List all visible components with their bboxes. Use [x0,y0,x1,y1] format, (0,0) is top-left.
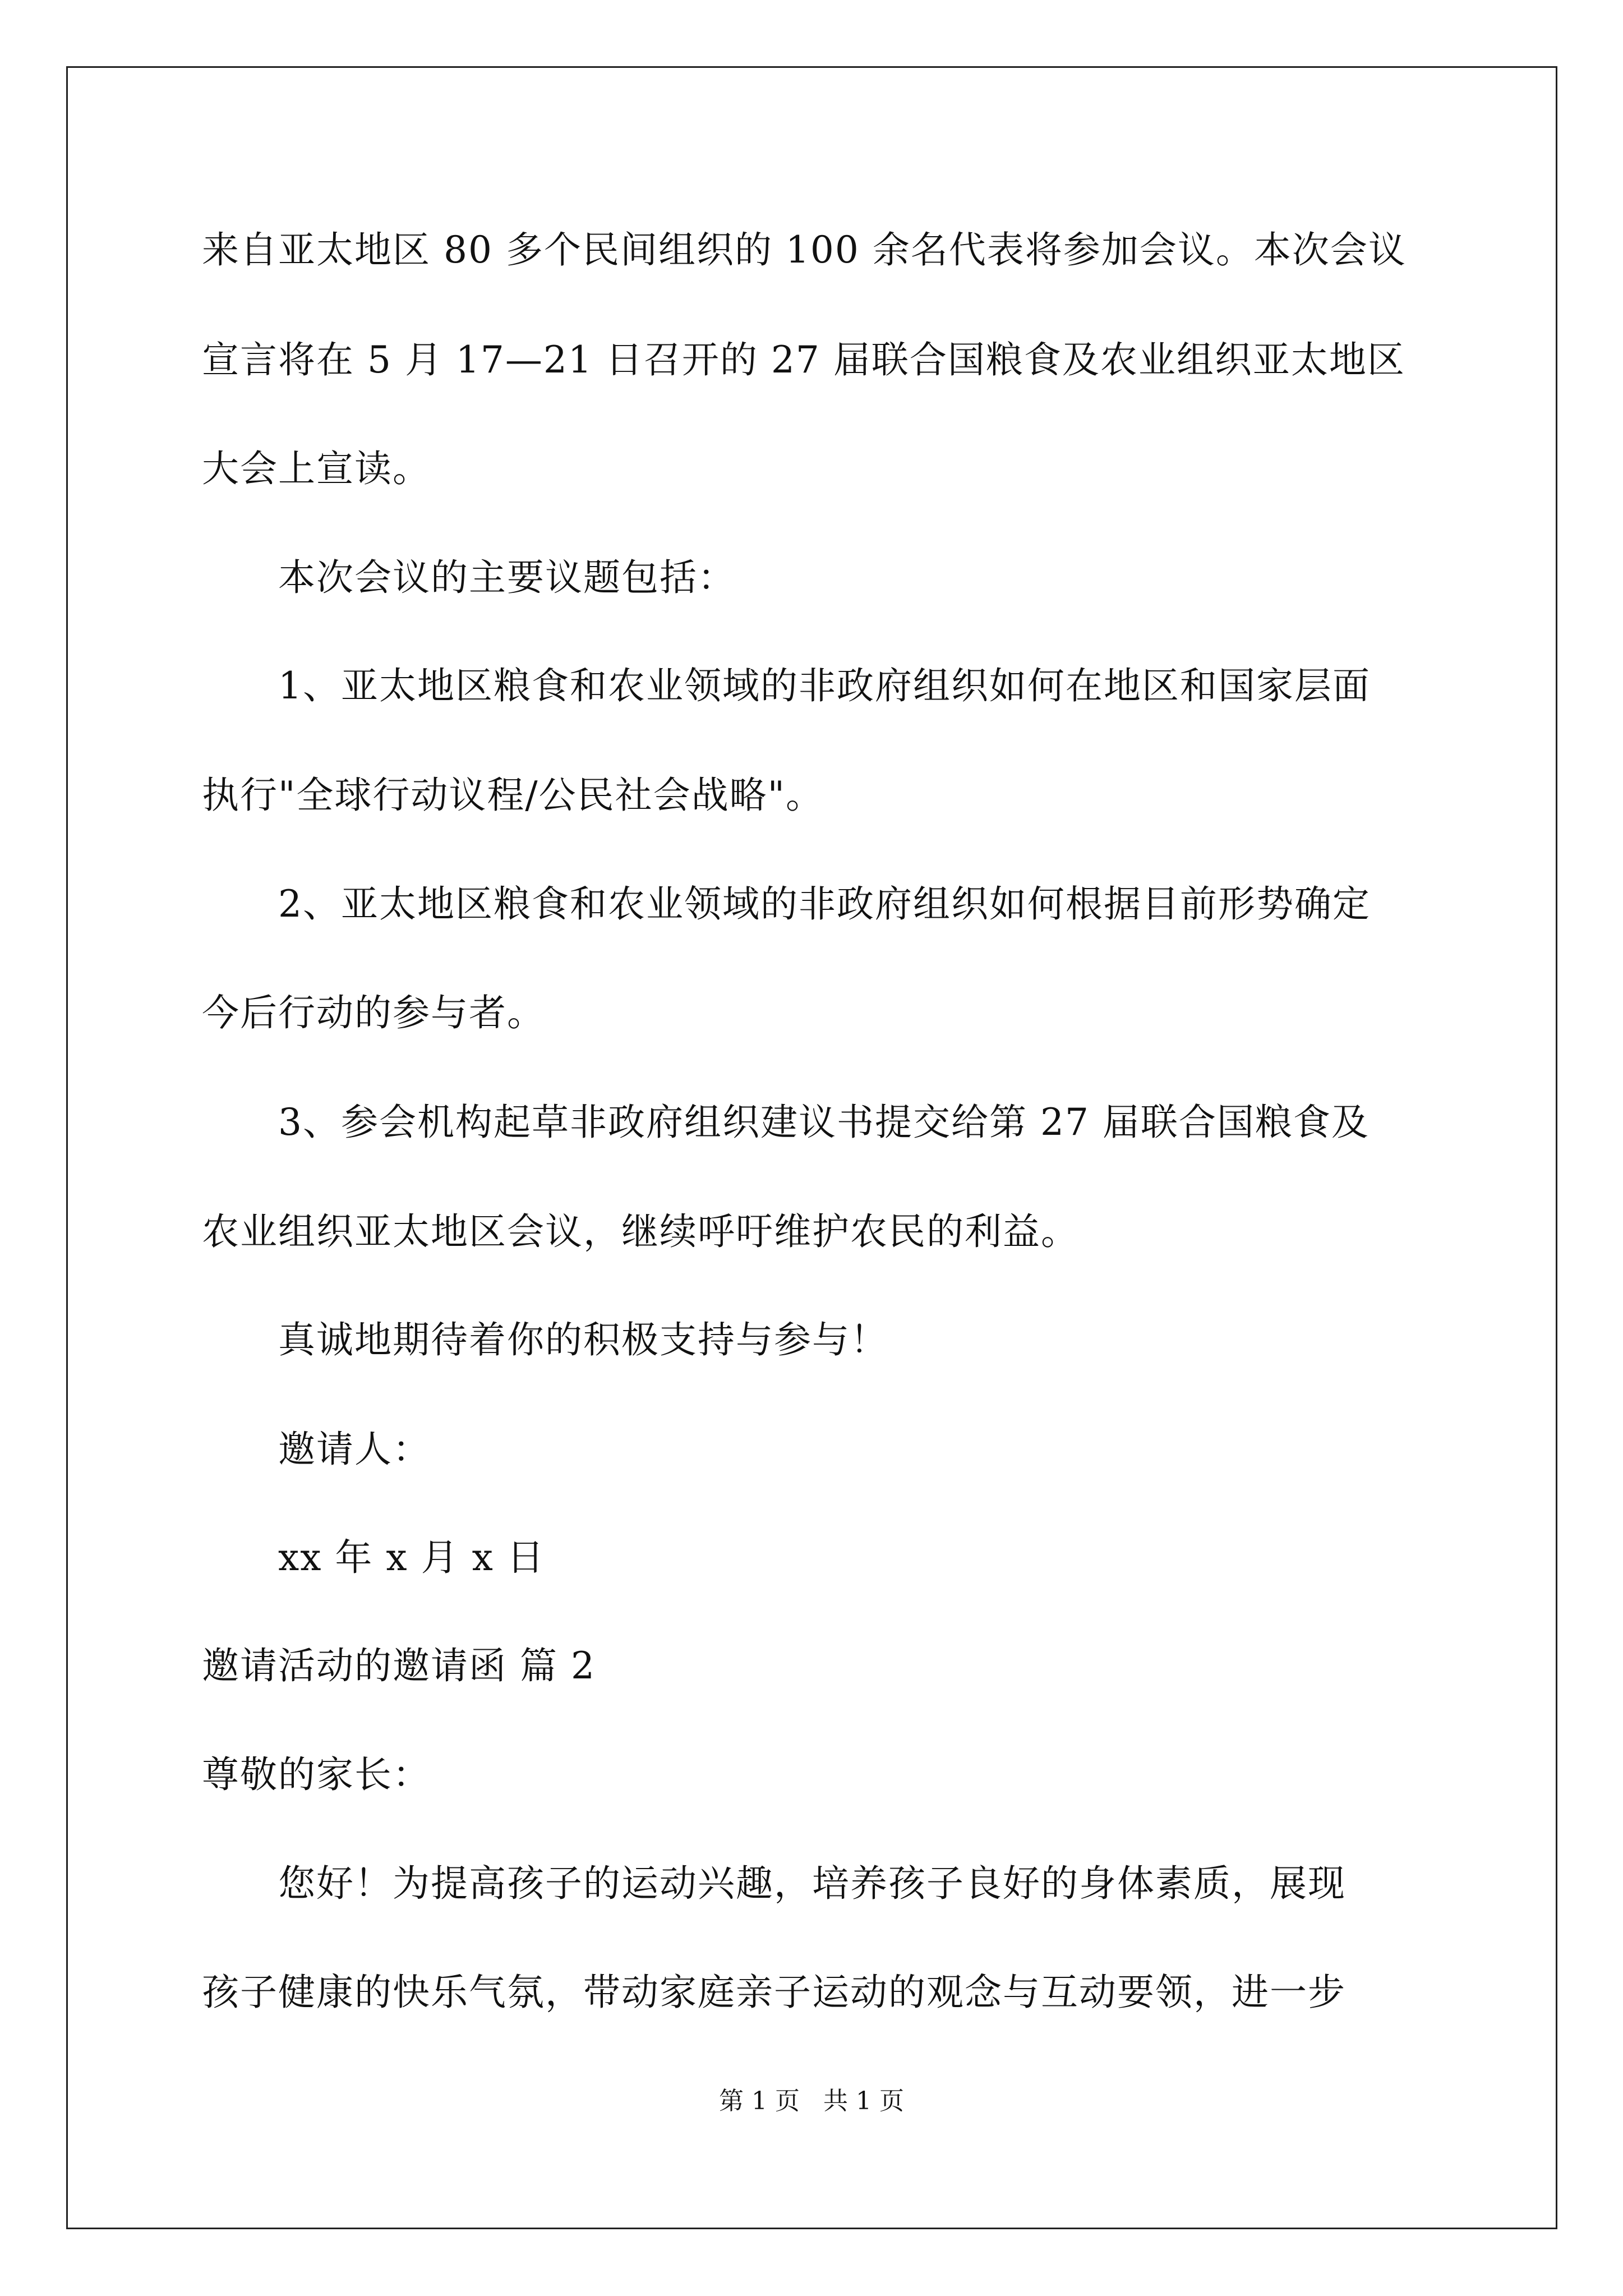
agenda-item-2-line-1: 2、亚太地区粮食和农业领域的非政府组织如何根据目前形势确定 [278,882,1371,926]
date-line: xx 年 x 月 x 日 [278,1536,545,1579]
body-line-1: 来自亚太地区 80 多个民间组织的 100 余名代表将参加会议。本次会议 [202,228,1407,272]
agenda-item-1-line-1: 1、亚太地区粮食和农业领域的非政府组织如何在地区和国家层面 [278,664,1371,707]
agenda-item-3-line-1: 3、参会机构起草非政府组织建议书提交给第 27 届联合国粮食及 [278,1101,1370,1144]
closing-sentence: 真诚地期待着你的积极支持与参与！ [278,1318,888,1361]
body-line-3: 大会上宣读。 [202,447,431,490]
agenda-item-2-line-2: 今后行动的参与者。 [202,991,545,1034]
letter-body-line-1: 您好！为提高孩子的运动兴趣，培养孩子良好的身体素质，展现 [278,1862,1346,1905]
agenda-item-3-line-2: 农业组织亚太地区会议，继续呼吁维护农民的利益。 [202,1210,1079,1253]
agenda-item-1-line-2: 执行"全球行动议程/公民社会战略"。 [202,774,824,817]
body-line-2: 宣言将在 5 月 17—21 日召开的 27 届联合国粮食及农业组织亚太地区 [202,338,1405,381]
salutation: 尊敬的家长： [202,1753,431,1796]
inviter-label: 邀请人： [278,1428,431,1471]
section-heading: 邀请活动的邀请函 篇 2 [202,1644,596,1687]
page-footer: 第 1 页 共 1 页 [719,2087,904,2115]
letter-body-line-2: 孩子健康的快乐气氛，带动家庭亲子运动的观念与互动要领，进一步 [202,1971,1346,2014]
agenda-intro: 本次会议的主要议题包括： [278,556,736,599]
